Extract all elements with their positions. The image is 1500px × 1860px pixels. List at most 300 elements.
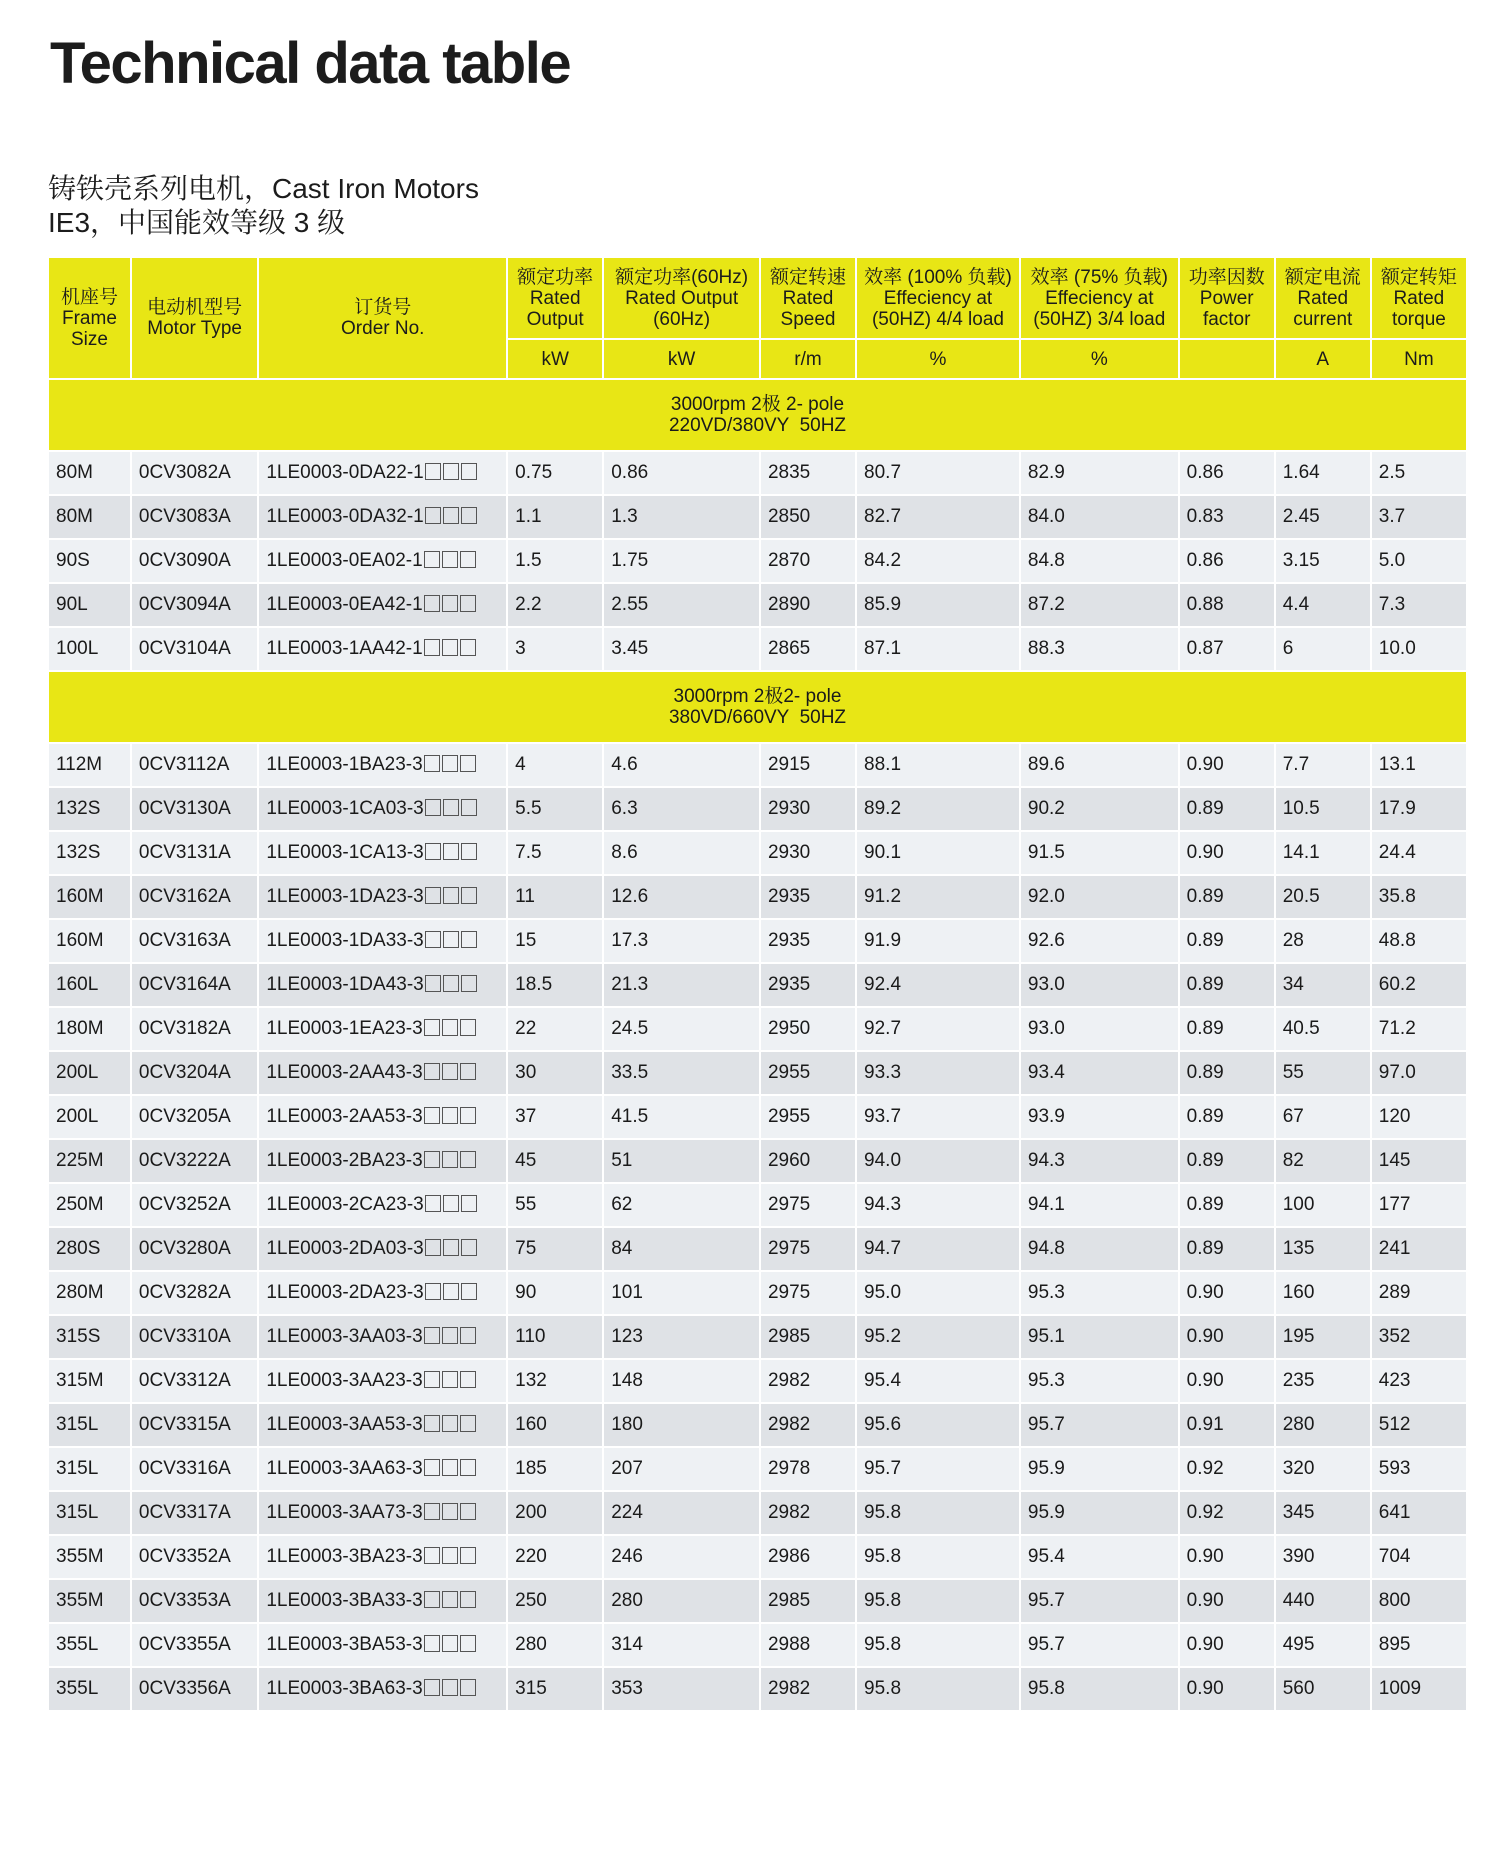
cell-value: 1LE0003-3AA73-3 bbox=[266, 1502, 423, 1523]
cell-value: 224 bbox=[611, 1502, 643, 1523]
cell-efficiency-three-quarter-load bbox=[1021, 1184, 1178, 1226]
cell-value: 0CV3112A bbox=[138, 754, 230, 775]
cell-value: 0.86 bbox=[1186, 550, 1224, 571]
cell-rated-current bbox=[1276, 832, 1370, 874]
cell-rated-torque bbox=[1372, 1272, 1466, 1314]
cell-rated-current bbox=[1276, 540, 1370, 582]
cell-rated-torque bbox=[1372, 920, 1466, 962]
empty-box-icon bbox=[443, 463, 459, 480]
empty-box-icon bbox=[460, 1459, 476, 1476]
cell-motor-type bbox=[132, 496, 257, 538]
header-line: Rated bbox=[782, 287, 834, 309]
section-band bbox=[49, 380, 1466, 450]
cell-value: 2865 bbox=[767, 638, 811, 659]
cell-rated-output-60hz bbox=[604, 1360, 759, 1402]
table-body bbox=[49, 380, 1466, 1710]
cell-rated-current bbox=[1276, 496, 1370, 538]
cell-value: 75 bbox=[515, 1238, 537, 1259]
cell-value: 0CV3182A bbox=[138, 1018, 231, 1039]
cell-value: 0.89 bbox=[1186, 1018, 1224, 1039]
cell-value: 3.15 bbox=[1282, 550, 1320, 571]
table-row bbox=[49, 1008, 1466, 1050]
page-title: Technical data table bbox=[50, 31, 571, 96]
cell-value: 84 bbox=[611, 1238, 633, 1259]
header-line: Output bbox=[526, 308, 584, 330]
cell-value: 95.1 bbox=[1027, 1326, 1065, 1347]
cell-value: 84.2 bbox=[864, 550, 902, 571]
cell-value: 7.7 bbox=[1282, 754, 1310, 775]
cell-power-factor bbox=[1180, 788, 1274, 830]
cell-frame-size bbox=[49, 1096, 130, 1138]
cell-value: 112M bbox=[56, 754, 103, 775]
cell-value: 0CV3317A bbox=[138, 1502, 231, 1523]
header-efficiency-three-quarter-load bbox=[1021, 258, 1178, 338]
cell-value: 132 bbox=[515, 1370, 547, 1391]
empty-box-icon bbox=[424, 551, 440, 568]
cell-rated-current bbox=[1276, 920, 1370, 962]
cell-motor-type bbox=[132, 1096, 257, 1138]
cell-rated-speed bbox=[761, 452, 855, 494]
cell-rated-current bbox=[1276, 744, 1370, 786]
cell-value: 0CV3316A bbox=[138, 1458, 231, 1479]
cell-power-factor bbox=[1180, 1316, 1274, 1358]
cell-power-factor bbox=[1180, 628, 1274, 670]
cell-value: 0CV3312A bbox=[138, 1370, 231, 1391]
cell-rated-speed bbox=[761, 1140, 855, 1182]
cell-power-factor bbox=[1180, 1536, 1274, 1578]
empty-box-icon bbox=[424, 1591, 440, 1608]
empty-box-icon bbox=[460, 1679, 476, 1696]
cell-value: 85.9 bbox=[864, 594, 902, 615]
cell-order-no bbox=[259, 964, 506, 1006]
empty-box-icon bbox=[442, 1019, 458, 1036]
cell-value: 24.5 bbox=[611, 1018, 649, 1039]
cell-efficiency-three-quarter-load bbox=[1021, 496, 1178, 538]
cell-value: 5.0 bbox=[1378, 550, 1406, 571]
cell-rated-current bbox=[1276, 964, 1370, 1006]
order-suffix-placeholder-boxes bbox=[425, 842, 479, 864]
cell-value: 82.7 bbox=[864, 506, 902, 527]
cell-value: 91.2 bbox=[864, 886, 902, 907]
header-rated-output bbox=[508, 258, 602, 338]
cell-value: 0.89 bbox=[1186, 1062, 1224, 1083]
cell-rated-output bbox=[508, 452, 602, 494]
cell-value: 95.9 bbox=[1027, 1502, 1065, 1523]
cell-value: 2975 bbox=[767, 1238, 811, 1259]
cell-power-factor bbox=[1180, 540, 1274, 582]
cell-power-factor bbox=[1180, 1668, 1274, 1710]
cell-value: 280M bbox=[56, 1282, 104, 1303]
cell-value: 512 bbox=[1378, 1414, 1411, 1435]
cell-rated-speed bbox=[761, 1404, 855, 1446]
cell-rated-output-60hz bbox=[604, 876, 759, 918]
cell-value: 2978 bbox=[767, 1458, 811, 1479]
header-motor-type bbox=[132, 258, 257, 378]
cell-rated-torque bbox=[1372, 876, 1466, 918]
cell-motor-type bbox=[132, 1228, 257, 1270]
cell-efficiency-full-load bbox=[857, 1448, 1019, 1490]
empty-box-icon bbox=[442, 1327, 458, 1344]
header-line: factor bbox=[1202, 308, 1251, 330]
cell-value: 6.3 bbox=[611, 798, 638, 819]
cell-rated-torque bbox=[1372, 1052, 1466, 1094]
cell-rated-torque bbox=[1372, 1536, 1466, 1578]
cell-value: 3 bbox=[515, 638, 526, 659]
cell-rated-current bbox=[1276, 1404, 1370, 1446]
cell-value: 1LE0003-2AA43-3 bbox=[266, 1062, 423, 1083]
cell-rated-torque bbox=[1372, 1008, 1466, 1050]
cell-value: 1.5 bbox=[515, 550, 542, 571]
empty-box-icon bbox=[460, 1503, 476, 1520]
cell-motor-type bbox=[132, 628, 257, 670]
table-row bbox=[49, 1360, 1466, 1402]
cell-value: 250 bbox=[515, 1590, 547, 1611]
cell-value: 90.2 bbox=[1027, 798, 1065, 819]
cell-rated-output bbox=[508, 964, 602, 1006]
cell-rated-speed bbox=[761, 876, 855, 918]
cell-value: 100 bbox=[1282, 1194, 1315, 1215]
cell-value: 0CV3282A bbox=[138, 1282, 231, 1303]
empty-box-icon bbox=[460, 1151, 476, 1168]
cell-efficiency-three-quarter-load bbox=[1021, 452, 1178, 494]
cell-rated-output bbox=[508, 1096, 602, 1138]
order-suffix-placeholder-boxes bbox=[425, 930, 479, 952]
header-line: Order No. bbox=[341, 318, 425, 339]
cell-rated-speed bbox=[761, 1228, 855, 1270]
cell-value: 21.3 bbox=[611, 974, 649, 995]
cell-power-factor bbox=[1180, 876, 1274, 918]
cell-frame-size bbox=[49, 1536, 130, 1578]
header-line: Motor Type bbox=[147, 318, 242, 339]
cell-power-factor bbox=[1180, 452, 1274, 494]
empty-box-icon bbox=[424, 639, 440, 656]
cell-value: 289 bbox=[1378, 1282, 1411, 1303]
cell-value: 0.88 bbox=[1186, 594, 1224, 615]
order-suffix-placeholder-boxes bbox=[425, 886, 479, 908]
cell-order-no bbox=[259, 584, 506, 626]
empty-box-icon bbox=[442, 639, 458, 656]
empty-box-icon bbox=[442, 1547, 458, 1564]
cell-value: 95.3 bbox=[1027, 1370, 1065, 1391]
table-row bbox=[49, 540, 1466, 582]
empty-box-icon bbox=[442, 1371, 458, 1388]
cell-value: 225M bbox=[56, 1150, 104, 1171]
cell-rated-output bbox=[508, 1140, 602, 1182]
cell-rated-current bbox=[1276, 1668, 1370, 1710]
cell-rated-output-60hz bbox=[604, 496, 759, 538]
cell-rated-speed bbox=[761, 1492, 855, 1534]
cell-rated-output bbox=[508, 788, 602, 830]
cell-frame-size bbox=[49, 452, 130, 494]
empty-box-icon bbox=[460, 1371, 476, 1388]
cell-rated-speed bbox=[761, 1184, 855, 1226]
empty-box-icon bbox=[460, 1415, 476, 1432]
table-row bbox=[49, 832, 1466, 874]
cell-rated-current bbox=[1276, 1316, 1370, 1358]
cell-efficiency-three-quarter-load bbox=[1021, 876, 1178, 918]
cell-rated-speed bbox=[761, 496, 855, 538]
cell-value: 0.87 bbox=[1186, 638, 1224, 659]
cell-value: 160L bbox=[56, 974, 99, 995]
cell-value: 20.5 bbox=[1282, 886, 1320, 907]
cell-motor-type bbox=[132, 1008, 257, 1050]
table-row bbox=[49, 628, 1466, 670]
cell-value: 180M bbox=[56, 1018, 104, 1039]
cell-value: 195 bbox=[1282, 1326, 1315, 1347]
cell-motor-type bbox=[132, 1668, 257, 1710]
cell-efficiency-three-quarter-load bbox=[1021, 1228, 1178, 1270]
cell-rated-output-60hz bbox=[604, 1272, 759, 1314]
cell-value: 10.0 bbox=[1378, 638, 1416, 659]
header-line: 效率 (100% 负载) bbox=[864, 266, 1012, 288]
cell-value: 10.5 bbox=[1282, 798, 1320, 819]
cell-rated-speed bbox=[761, 832, 855, 874]
cell-value: 84.8 bbox=[1027, 550, 1065, 571]
table-row bbox=[49, 1580, 1466, 1622]
cell-value: 90.1 bbox=[864, 842, 902, 863]
cell-value: 132S bbox=[56, 842, 101, 863]
empty-box-icon bbox=[425, 1239, 441, 1256]
cell-order-no bbox=[259, 788, 506, 830]
cell-value: 100L bbox=[56, 638, 99, 659]
header-line: Rated bbox=[1393, 287, 1445, 309]
cell-value: 94.3 bbox=[1027, 1150, 1065, 1171]
cell-value: 0.90 bbox=[1186, 754, 1224, 775]
cell-value: 353 bbox=[611, 1678, 643, 1699]
cell-value: 92.7 bbox=[864, 1018, 902, 1039]
cell-value: 2930 bbox=[767, 798, 811, 819]
empty-box-icon bbox=[460, 1327, 476, 1344]
cell-rated-output bbox=[508, 1360, 602, 1402]
cell-value: 0.89 bbox=[1186, 886, 1224, 907]
cell-motor-type bbox=[132, 1404, 257, 1446]
order-suffix-placeholder-boxes bbox=[424, 1546, 478, 1568]
cell-value: 15 bbox=[515, 930, 537, 951]
cell-value: 110 bbox=[515, 1326, 546, 1347]
empty-box-icon bbox=[460, 755, 476, 772]
table-header bbox=[49, 258, 1466, 378]
cell-value: 1LE0003-2DA03-3 bbox=[266, 1238, 424, 1259]
cell-rated-output-60hz bbox=[604, 788, 759, 830]
cell-efficiency-three-quarter-load bbox=[1021, 1140, 1178, 1182]
cell-power-factor bbox=[1180, 1096, 1274, 1138]
cell-value: 8.6 bbox=[611, 842, 638, 863]
cell-value: 17.3 bbox=[611, 930, 649, 951]
cell-order-no bbox=[259, 1316, 506, 1358]
cell-value: 0.89 bbox=[1186, 1106, 1224, 1127]
cell-value: 4.6 bbox=[611, 754, 638, 775]
cell-efficiency-three-quarter-load bbox=[1021, 1404, 1178, 1446]
cell-value: 87.1 bbox=[864, 638, 902, 659]
cell-rated-output-60hz bbox=[604, 540, 759, 582]
cell-rated-output bbox=[508, 1448, 602, 1490]
cell-value: 390 bbox=[1282, 1546, 1315, 1567]
cell-rated-speed bbox=[761, 1536, 855, 1578]
cell-rated-output bbox=[508, 1184, 602, 1226]
order-suffix-placeholder-boxes bbox=[424, 1150, 478, 1172]
order-suffix-placeholder-boxes bbox=[425, 1282, 479, 1304]
cell-rated-torque bbox=[1372, 496, 1466, 538]
cell-order-no bbox=[259, 744, 506, 786]
cell-value: 200L bbox=[56, 1106, 99, 1127]
cell-value: 1.3 bbox=[611, 506, 638, 527]
header-line: torque bbox=[1391, 308, 1446, 330]
cell-value: 97.0 bbox=[1378, 1062, 1416, 1083]
cell-motor-type bbox=[132, 920, 257, 962]
cell-rated-current bbox=[1276, 1228, 1370, 1270]
section-band-label bbox=[49, 672, 1466, 742]
cell-value: 1LE0003-0EA02-1 bbox=[266, 550, 423, 571]
cell-value: 94.8 bbox=[1027, 1238, 1065, 1259]
cell-rated-current bbox=[1276, 628, 1370, 670]
cell-rated-speed bbox=[761, 540, 855, 582]
cell-value: 80M bbox=[56, 506, 93, 527]
empty-box-icon bbox=[460, 1547, 476, 1564]
cell-value: 2982 bbox=[767, 1502, 811, 1523]
cell-value: 145 bbox=[1378, 1150, 1411, 1171]
cell-frame-size bbox=[49, 788, 130, 830]
cell-frame-size bbox=[49, 1580, 130, 1622]
cell-efficiency-full-load bbox=[857, 628, 1019, 670]
empty-box-icon bbox=[442, 551, 458, 568]
cell-rated-current bbox=[1276, 1008, 1370, 1050]
cell-rated-output bbox=[508, 628, 602, 670]
cell-value: 1LE0003-1CA03-3 bbox=[266, 798, 424, 819]
table-row bbox=[49, 1272, 1466, 1314]
cell-rated-speed bbox=[761, 1580, 855, 1622]
cell-rated-torque bbox=[1372, 1184, 1466, 1226]
header-line: Speed bbox=[780, 308, 836, 330]
cell-value: 1LE0003-1DA43-3 bbox=[266, 974, 424, 995]
cell-efficiency-full-load bbox=[857, 964, 1019, 1006]
cell-value: 0.89 bbox=[1186, 1238, 1224, 1259]
cell-rated-torque bbox=[1372, 1228, 1466, 1270]
cell-value: 800 bbox=[1378, 1590, 1411, 1611]
section-band-line: 3000rpm 2极 2- pole bbox=[670, 394, 845, 415]
header-line: Rated bbox=[529, 287, 581, 309]
header-line: 额定电流 bbox=[1284, 266, 1361, 288]
cell-power-factor bbox=[1180, 584, 1274, 626]
cell-efficiency-full-load bbox=[857, 1272, 1019, 1314]
cell-value: 2915 bbox=[767, 754, 811, 775]
empty-box-icon bbox=[461, 1283, 477, 1300]
cell-value: 90 bbox=[515, 1282, 537, 1303]
cell-order-no bbox=[259, 1096, 506, 1138]
cell-value: 0CV3310A bbox=[138, 1326, 231, 1347]
header-line: 效率 (75% 负载) bbox=[1030, 266, 1168, 288]
cell-motor-type bbox=[132, 1140, 257, 1182]
cell-rated-torque bbox=[1372, 1448, 1466, 1490]
order-suffix-placeholder-boxes bbox=[424, 638, 478, 660]
cell-motor-type bbox=[132, 744, 257, 786]
empty-box-icon bbox=[460, 1019, 476, 1036]
cell-rated-output-60hz bbox=[604, 1140, 759, 1182]
empty-box-icon bbox=[443, 931, 459, 948]
cell-efficiency-three-quarter-load bbox=[1021, 1316, 1178, 1358]
cell-rated-current bbox=[1276, 452, 1370, 494]
cell-value: 2982 bbox=[767, 1678, 811, 1699]
cell-value: 280 bbox=[611, 1590, 643, 1611]
cell-value: 2870 bbox=[767, 550, 811, 571]
cell-efficiency-three-quarter-load bbox=[1021, 1624, 1178, 1666]
header-line: (50HZ) 3/4 load bbox=[1033, 308, 1166, 330]
cell-value: 1LE0003-3AA63-3 bbox=[266, 1458, 423, 1479]
cell-rated-output bbox=[508, 920, 602, 962]
cell-frame-size bbox=[49, 1624, 130, 1666]
cell-value: 160 bbox=[1282, 1282, 1315, 1303]
cell-value: 314 bbox=[611, 1634, 643, 1655]
cell-efficiency-full-load bbox=[857, 876, 1019, 918]
empty-box-icon bbox=[443, 507, 459, 524]
cell-value: 120 bbox=[1378, 1106, 1411, 1127]
cell-power-factor bbox=[1180, 920, 1274, 962]
order-suffix-placeholder-boxes bbox=[425, 506, 479, 528]
cell-efficiency-full-load bbox=[857, 1668, 1019, 1710]
cell-value: 95.6 bbox=[864, 1414, 902, 1435]
cell-order-no bbox=[259, 920, 506, 962]
cell-rated-output bbox=[508, 876, 602, 918]
cell-value: 704 bbox=[1378, 1546, 1411, 1567]
cell-value: 95.3 bbox=[1027, 1282, 1065, 1303]
table-row bbox=[49, 1316, 1466, 1358]
header-line: Effeciency at bbox=[1045, 287, 1154, 309]
cell-efficiency-three-quarter-load bbox=[1021, 628, 1178, 670]
empty-box-icon bbox=[442, 595, 458, 612]
cell-efficiency-full-load bbox=[857, 1140, 1019, 1182]
table-row bbox=[49, 1404, 1466, 1446]
cell-rated-output bbox=[508, 1536, 602, 1578]
cell-value: 0CV3315A bbox=[138, 1414, 231, 1435]
cell-rated-output-60hz bbox=[604, 1096, 759, 1138]
cell-value: 30 bbox=[515, 1062, 537, 1083]
cell-rated-torque bbox=[1372, 832, 1466, 874]
empty-box-icon bbox=[425, 799, 441, 816]
unit-rated-current: A bbox=[1276, 340, 1370, 378]
cell-value: 80M bbox=[56, 462, 93, 483]
cell-value: 0.91 bbox=[1186, 1414, 1224, 1435]
cell-rated-output bbox=[508, 1052, 602, 1094]
cell-order-no bbox=[259, 540, 506, 582]
cell-rated-output bbox=[508, 1580, 602, 1622]
cell-value: 17.9 bbox=[1378, 798, 1416, 819]
cell-value: 241 bbox=[1378, 1238, 1411, 1259]
order-suffix-placeholder-boxes bbox=[424, 1414, 478, 1436]
section-band-line: 3000rpm 2极2- pole bbox=[673, 686, 842, 707]
cell-value: 2960 bbox=[767, 1150, 811, 1171]
cell-value: 94.1 bbox=[1027, 1194, 1065, 1215]
cell-value: 0.89 bbox=[1186, 1194, 1224, 1215]
cell-value: 7.3 bbox=[1378, 594, 1406, 615]
cell-rated-output-60hz bbox=[604, 964, 759, 1006]
cell-rated-torque bbox=[1372, 788, 1466, 830]
cell-rated-current bbox=[1276, 1448, 1370, 1490]
cell-value: 0.89 bbox=[1186, 798, 1224, 819]
cell-motor-type bbox=[132, 788, 257, 830]
cell-efficiency-three-quarter-load bbox=[1021, 1448, 1178, 1490]
cell-order-no bbox=[259, 1404, 506, 1446]
header-frame-size bbox=[49, 258, 130, 378]
cell-value: 0CV3094A bbox=[138, 594, 231, 615]
cell-value: 2985 bbox=[767, 1590, 811, 1611]
cell-power-factor bbox=[1180, 1404, 1274, 1446]
empty-box-icon bbox=[442, 1063, 458, 1080]
cell-frame-size bbox=[49, 1668, 130, 1710]
cell-value: 92.0 bbox=[1027, 886, 1065, 907]
cell-value: 92.4 bbox=[864, 974, 902, 995]
empty-box-icon bbox=[442, 1591, 458, 1608]
cell-efficiency-three-quarter-load bbox=[1021, 540, 1178, 582]
cell-value: 135 bbox=[1282, 1238, 1315, 1259]
